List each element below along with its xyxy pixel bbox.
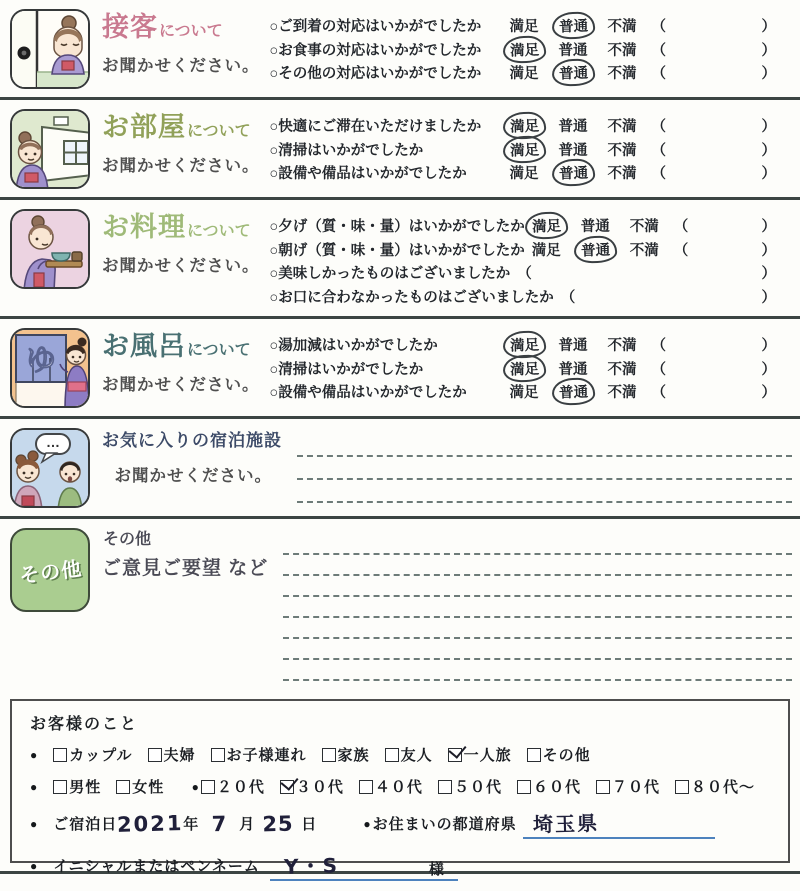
section-other bbox=[0, 519, 800, 689]
question-text: ○朝げ（質・味・量）はいかがでしたか bbox=[269, 242, 525, 259]
question-row: ○ご到着の対応はいかがでしたか 満足 普通 不満 （ ） bbox=[270, 14, 777, 38]
question-text: ○清掃はいかがでしたか bbox=[269, 142, 424, 159]
question-row: ○設備や備品はいかがでしたか 満足 普通 不満 （ ） bbox=[270, 380, 777, 404]
write-line[interactable] bbox=[283, 555, 792, 576]
checkbox-male[interactable]: 男性 bbox=[53, 776, 101, 797]
guest-info-title: お客様のこと bbox=[30, 716, 139, 733]
checkbox bbox=[675, 780, 689, 794]
question-text: ○美味しかったものはございましたか bbox=[269, 266, 511, 283]
checkbox bbox=[322, 748, 336, 762]
rating-option-dissatisfied[interactable]: 不満 bbox=[607, 19, 637, 36]
checkbox-solo-travel[interactable]: 一人旅 bbox=[448, 744, 512, 765]
checkbox bbox=[438, 780, 452, 794]
gender-age-row: ● 男性 女性 ● ２０代 ３０代 ４０代 ５０代 ６０代 ７０代 ８０代～ bbox=[30, 776, 770, 797]
section-favorite bbox=[0, 419, 800, 519]
stay-month-value[interactable]: 7 bbox=[211, 811, 227, 836]
question-text: ○お食事の対応はいかがでしたか bbox=[269, 42, 482, 59]
section-subtitle: お聞かせください。 bbox=[102, 57, 260, 76]
checkbox bbox=[211, 748, 225, 762]
honorific: 様 bbox=[428, 861, 444, 878]
section-title-room: お部屋について bbox=[102, 112, 251, 142]
section-service bbox=[0, 0, 800, 100]
question-row: ○湯加減はいかがでしたか 満足 普通 不満 （ ） bbox=[270, 333, 777, 357]
favorite-write-area bbox=[282, 428, 792, 503]
greeting-woman-icon bbox=[10, 9, 90, 89]
section-bath bbox=[0, 319, 800, 419]
checkbox-age-70s[interactable]: ７０代 bbox=[596, 776, 660, 797]
rating-option-dissatisfied[interactable]: 不満 bbox=[607, 142, 637, 159]
bath-yu-character: ゆ bbox=[26, 344, 56, 377]
rating-option-normal[interactable]: 普通 bbox=[551, 159, 595, 187]
rating-option-satisfied[interactable]: 満足 bbox=[509, 66, 539, 83]
rating-option-satisfied[interactable]: 満足 bbox=[502, 135, 546, 163]
rating-option-normal[interactable]: 普通 bbox=[551, 59, 595, 87]
stay-day-value[interactable]: 25 bbox=[262, 811, 295, 836]
rating-option-satisfied[interactable]: 満足 bbox=[502, 331, 546, 359]
rating-option-dissatisfied[interactable]: 不満 bbox=[629, 219, 659, 236]
write-line[interactable] bbox=[283, 639, 792, 660]
stay-date-label: ご宿泊日 bbox=[53, 816, 118, 833]
write-line[interactable] bbox=[283, 660, 792, 681]
rating-option-satisfied[interactable]: 満足 bbox=[502, 112, 546, 140]
rating-option-satisfied[interactable]: 満足 bbox=[509, 19, 539, 36]
question-text: ○清掃はいかがでしたか bbox=[269, 361, 424, 378]
rating-option-normal[interactable]: 普通 bbox=[558, 119, 588, 136]
write-line[interactable] bbox=[297, 434, 792, 457]
checkbox bbox=[201, 780, 215, 794]
checkbox-with-children[interactable]: お子様連れ bbox=[211, 744, 307, 765]
write-line[interactable] bbox=[297, 457, 792, 480]
speech-dots: … bbox=[46, 434, 60, 450]
question-text: ○湯加減はいかがでしたか bbox=[269, 338, 438, 355]
stay-year-value[interactable]: 2021 bbox=[116, 810, 185, 837]
checkbox-age-50s[interactable]: ５０代 bbox=[438, 776, 502, 797]
section-cuisine bbox=[0, 200, 800, 319]
rating-option-normal[interactable]: 普通 bbox=[558, 361, 588, 378]
room-woman-icon bbox=[10, 109, 90, 189]
prefecture-label: お住まいの都道府県 bbox=[372, 816, 517, 833]
question-text: ○設備や備品はいかがでしたか bbox=[269, 166, 467, 183]
checkbox bbox=[148, 748, 162, 762]
section-title-favorite: お気に入りの宿泊施設 bbox=[102, 431, 282, 450]
prefecture-value: 埼玉県 bbox=[532, 811, 599, 837]
checkbox bbox=[385, 748, 399, 762]
rating-option-normal[interactable]: 普通 bbox=[558, 338, 588, 355]
pen-name-row: ● イニシャルまたはペンネーム Y・S 様 bbox=[30, 850, 770, 881]
question-text: ○設備や備品はいかがでしたか bbox=[269, 385, 467, 402]
checkbox-age-30s[interactable]: ３０代 bbox=[280, 776, 344, 797]
checkbox bbox=[448, 748, 462, 762]
rating-option-dissatisfied[interactable]: 不満 bbox=[607, 385, 637, 402]
section-room bbox=[0, 100, 800, 200]
question-row: ○夕げ（質・味・量）はいかがでしたか 満足 普通 不満 （ ） bbox=[270, 214, 777, 238]
question-row: ○お食事の対応はいかがでしたか 満足 普通 不満 （ ） bbox=[270, 38, 777, 62]
question-text: ○快適にご滞在いただけましたか bbox=[269, 119, 482, 136]
checkbox bbox=[53, 780, 67, 794]
section-title-other-line2: ご意見ご要望 など bbox=[102, 557, 269, 579]
section-title-service: 接客について bbox=[102, 12, 223, 42]
rating-option-dissatisfied[interactable]: 不満 bbox=[607, 119, 637, 136]
rating-option-dissatisfied[interactable]: 不満 bbox=[607, 338, 637, 355]
question-text: ○お口に合わなかったものはございましたか bbox=[269, 289, 554, 306]
checkbox bbox=[596, 780, 610, 794]
question-row: ○お口に合わなかったものはございましたか （ ） bbox=[270, 285, 777, 309]
rating-option-normal[interactable]: 普通 bbox=[551, 12, 595, 40]
section-title-other: その他 bbox=[103, 531, 152, 548]
write-line[interactable] bbox=[283, 576, 792, 597]
serving-woman-icon bbox=[10, 209, 90, 289]
rating-option-normal[interactable]: 普通 bbox=[558, 142, 588, 159]
checkbox-married-couple[interactable]: 夫婦 bbox=[148, 744, 196, 765]
rating-option-normal[interactable]: 普通 bbox=[558, 42, 588, 59]
rating-option-satisfied[interactable]: 満足 bbox=[524, 212, 568, 240]
rating-option-normal[interactable]: 普通 bbox=[573, 235, 617, 263]
pen-name-value: Y・S bbox=[283, 853, 340, 879]
prefecture-field[interactable] bbox=[523, 808, 715, 839]
section-subtitle: お聞かせください。 bbox=[114, 466, 272, 485]
rating-option-satisfied[interactable]: 満足 bbox=[502, 35, 546, 63]
travel-type-row: ● カップル 夫婦 お子様連れ 家族 友人 一人旅 その他 bbox=[30, 744, 770, 765]
rating-option-satisfied[interactable]: 満足 bbox=[531, 242, 561, 259]
question-row: ○その他の対応はいかがでしたか 満足 普通 不満 （ ） bbox=[270, 61, 777, 85]
question-text: ○ご到着の対応はいかがでしたか bbox=[269, 19, 482, 36]
write-line[interactable] bbox=[297, 480, 792, 503]
checkbox-family[interactable]: 家族 bbox=[322, 744, 370, 765]
other-icon: その他 bbox=[10, 528, 90, 612]
rating-option-satisfied[interactable]: 満足 bbox=[502, 354, 546, 382]
question-row: ○朝げ（質・味・量）はいかがでしたか 満足 普通 不満 （ ） bbox=[270, 238, 777, 262]
section-title-cuisine: お料理について bbox=[102, 212, 251, 242]
checkbox-friends[interactable]: 友人 bbox=[385, 744, 433, 765]
rating-option-dissatisfied[interactable]: 不満 bbox=[607, 66, 637, 83]
rating-option-dissatisfied[interactable]: 不満 bbox=[629, 242, 659, 259]
chatting-people-icon bbox=[10, 428, 90, 508]
rating-option-dissatisfied[interactable]: 不満 bbox=[607, 42, 637, 59]
checkbox-age-80s[interactable]: ８０代～ bbox=[675, 776, 755, 797]
checkbox bbox=[53, 748, 67, 762]
section-title-bath: お風呂について bbox=[102, 331, 251, 361]
question-text: ○その他の対応はいかがでしたか bbox=[269, 66, 482, 83]
question-row: ○設備や備品はいかがでしたか 満足 普通 不満 （ ） bbox=[270, 161, 777, 185]
rating-option-dissatisfied[interactable]: 不満 bbox=[607, 361, 637, 378]
checkbox-female[interactable]: 女性 bbox=[116, 776, 164, 797]
section-subtitle: お聞かせください。 bbox=[102, 157, 260, 176]
checkbox bbox=[517, 780, 531, 794]
checkbox-couple[interactable]: カップル bbox=[53, 744, 132, 765]
rating-option-dissatisfied[interactable]: 不満 bbox=[607, 166, 637, 183]
bath-curtain-icon bbox=[10, 328, 90, 408]
write-line[interactable] bbox=[283, 597, 792, 618]
checkbox bbox=[527, 748, 541, 762]
checkbox-other-type[interactable]: その他 bbox=[527, 744, 591, 765]
write-line[interactable] bbox=[283, 618, 792, 639]
checkbox bbox=[116, 780, 130, 794]
question-row: ○清掃はいかがでしたか 満足 普通 不満 （ ） bbox=[270, 357, 777, 381]
section-subtitle: お聞かせください。 bbox=[102, 376, 260, 395]
stay-date-row: ● ご宿泊日 2021 年 7 月 25 日 ● お住まいの都道府県 埼玉県 bbox=[30, 808, 770, 839]
question-row: ○清掃はいかがでしたか 満足 普通 不満 （ ） bbox=[270, 138, 777, 162]
checkbox bbox=[359, 780, 373, 794]
checkbox-age-20s[interactable]: ２０代 bbox=[201, 776, 265, 797]
pen-name-label: イニシャルまたはペンネーム bbox=[53, 858, 260, 875]
rating-option-satisfied[interactable]: 満足 bbox=[509, 385, 539, 402]
rating-option-normal[interactable]: 普通 bbox=[580, 219, 610, 236]
other-write-area bbox=[268, 528, 792, 681]
question-row: ○美味しかったものはございましたか （ ） bbox=[270, 261, 777, 285]
rating-option-normal[interactable]: 普通 bbox=[551, 378, 595, 406]
checkbox-age-60s[interactable]: ６０代 bbox=[517, 776, 581, 797]
rating-option-satisfied[interactable]: 満足 bbox=[509, 166, 539, 183]
pen-name-field[interactable] bbox=[270, 850, 458, 881]
guest-info-box bbox=[10, 699, 790, 879]
checkbox bbox=[280, 780, 294, 794]
question-text: ○夕げ（質・味・量）はいかがでしたか bbox=[269, 219, 525, 236]
checkbox-age-40s[interactable]: ４０代 bbox=[359, 776, 423, 797]
write-line[interactable] bbox=[283, 534, 792, 555]
section-subtitle: お聞かせください。 bbox=[102, 257, 260, 276]
question-row: ○快適にご滞在いただけましたか 満足 普通 不満 （ ） bbox=[270, 114, 777, 138]
